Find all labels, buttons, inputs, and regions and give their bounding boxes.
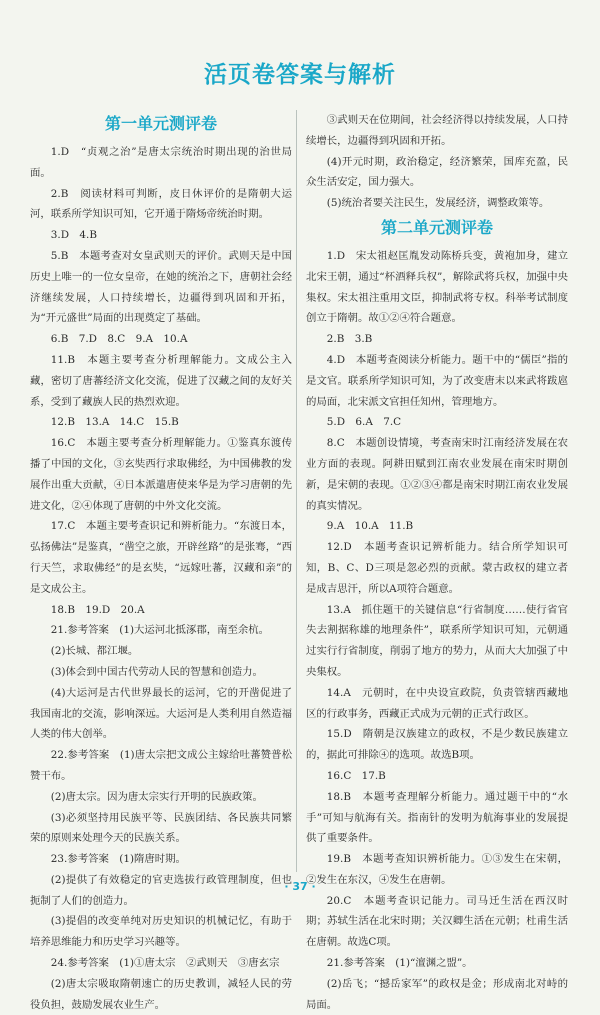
answer-paragraph: 16.C 17.B — [326, 769, 386, 782]
answer-paragraph: (2)提供了有效稳定的官吏选拔行政管理制度，但也扼制了人们的创造力。 — [30, 873, 292, 907]
answer-paragraph: 18.B 本题考查理解分析能力。通过题干中的“水手”可知与航海有关。指南针的发明为航海事业的发展提供了重要条件。 — [306, 790, 568, 845]
page-title: 活页卷答案与解析 — [204, 62, 396, 88]
answer-paragraph: 13.A 抓住题干的关键信息“行省制度……使行省官失去割据称雄的地理条件”，联系所学知识可知，元朝通过实行行省制度，削弱了地方的势力，从而大大加强了中央集权。 — [306, 603, 568, 678]
answer-paragraph: (5)统治者要关注民生，发展经济，调整政策等。 — [326, 197, 550, 210]
section-title-unit-1: 第一单元测评卷 — [104, 114, 217, 133]
answer-paragraph: 2.B 阅读材料可判断，皮日休评价的是隋朝大运河，联系所学知识可知，它开通于隋炀帝统治时期。 — [30, 187, 292, 221]
answer-paragraph: 23.参考答案 (1)隋唐时期。 — [50, 853, 186, 866]
answer-paragraph: 3.D 4.B — [50, 229, 97, 242]
answer-paragraph: 8.C 本题创设情境，考查南宋时江南经济发展在农业方面的表现。阿耕田赋到江南农业发展在南宋时期创新，是宋朝的表现。①②③④都是南宋时期江南农业发展的真实情况。 — [306, 437, 568, 512]
answer-paragraph: ③武则天在位期间，社会经济得以持续发展，人口持续增长，边疆得到巩固和开拓。 — [306, 114, 568, 147]
answer-paragraph: 2.B 3.B — [326, 333, 373, 346]
answer-paragraph: 15.D 隋朝是汉族建立的政权，不是少数民族建立的，据此可排除④的选项。故选B项。 — [306, 728, 568, 762]
answer-paragraph: (2)唐太宗吸取隋朝速亡的历史教训，减轻人民的劳役负担，鼓励发展农业生产。 — [30, 977, 292, 1011]
answer-paragraph: 20.C 本题考查识记能力。司马迁生活在西汉时期；苏轼生活在北宋时期；关汉卿生活在元朝；杜甫生活在唐朝。故选C项。 — [306, 894, 568, 949]
answer-paragraph: 11.B 本题主要考查分析理解能力。文成公主入藏，密切了唐蕃经济文化交流，促进了汉藏之间的友好关系，受到了藏族人民的热烈欢迎。 — [30, 353, 292, 408]
answer-paragraph: (4)开元时期，政治稳定，经济繁荣，国库充盈，民众生活安定，国力强大。 — [306, 155, 568, 189]
answer-paragraph: 4.D 本题考查阅读分析能力。题干中的“儒臣”指的是文官。联系所学知识可知，为了改变唐末以来武将跋扈的局面，北宋派文官担任知州，管理地方。 — [306, 353, 568, 408]
column-divider — [296, 110, 297, 872]
answer-paragraph: 19.B 本题考查知识辨析能力。①③发生在宋朝，②发生在东汉，④发生在唐朝。 — [306, 853, 568, 886]
answer-paragraph: 9.A 10.A 11.B — [326, 520, 414, 533]
answer-paragraph: 24.参考答案 (1)①唐太宗 ②武则天 ③唐玄宗 — [50, 957, 280, 970]
section-title-unit-2: 第二单元测评卷 — [380, 217, 493, 237]
answer-paragraph: 21.参考答案 (1)大运河北抵涿郡，南至余杭。 — [50, 624, 270, 637]
answer-paragraph: (4)大运河是古代世界最长的运河，它的开凿促进了我国南北的交流，影响深远。大运河是人类利用自然造福人类的伟大创举。 — [30, 686, 292, 741]
answer-paragraph: (3)体会到中国古代劳动人民的智慧和创造力。 — [50, 665, 263, 678]
answer-paragraph: (2)长城、都江堰。 — [50, 645, 139, 658]
answer-paragraph: (2)岳飞；“撼岳家军”的政权是金；形成南北对峙的局面。 — [306, 977, 568, 1011]
answer-paragraph: 17.C 本题主要考查识记和辨析能力。“东渡日本，弘扬佛法”是鉴真，“凿空之旅，开辟丝路”的是张骞，“西行天竺，求取佛经”的是玄奘，“远嫁吐蕃，汉藏和亲”的是文成公主。 — [30, 520, 292, 595]
answer-paragraph: 21.参考答案 (1)“澶渊之盟”。 — [326, 957, 473, 970]
answer-paragraph: 14.A 元朝时，在中央设宣政院，负责管辖西藏地区的行政事务，西藏正式成为元朝的正式行政区。 — [306, 686, 568, 720]
answer-paragraph: 12.D 本题考查识记辨析能力。结合所学知识可知，B、C、D三项是忽必烈的贡献。蒙古政权的建立者是成吉思汗，所以A项符合题意。 — [306, 541, 568, 595]
answer-paragraph: 12.B 13.A 14.C 15.B — [50, 416, 179, 429]
page-number: · 37 · — [284, 880, 316, 893]
answer-paragraph: 5.D 6.A 7.C — [326, 416, 402, 429]
answer-paragraph: (3)必须坚持用民族平等、民族团结、各民族共同繁荣的原则来处理今天的民族关系。 — [30, 811, 292, 845]
answer-paragraph: 1.D 宋太祖赵匡胤发动陈桥兵变，黄袍加身，建立北宋王朝，通过“杯酒释兵权”，解除武将兵权，加强中央集权。宋太祖注重用文臣，抑制武将专权。科举考试制度创立于隋朝。故①②④符合题意。 — [306, 249, 568, 325]
answer-paragraph: 22.参考答案 (1)唐太宗把文成公主嫁给吐蕃赞普松赞干布。 — [30, 749, 292, 782]
answer-paragraph: (3)提倡的改变单纯对历史知识的机械记忆，有助于培养思维能力和历史学习兴趣等。 — [30, 915, 292, 949]
answer-paragraph: 5.B 本题考查对女皇武则天的评价。武则天是中国历史上唯一的一位女皇帝，在她的统治之下，唐朝社会经济继续发展，人口持续增长，边疆得到巩固和开拓，为“开元盛世”局面的出现奠定了基础。 — [30, 249, 292, 325]
answer-paragraph: 1.D “贞观之治”是唐太宗统治时期出现的治世局面。 — [30, 146, 292, 179]
answer-paragraph: 18.B 19.D 20.A — [50, 603, 145, 616]
answer-paragraph: 6.B 7.D 8.C 9.A 10.A — [50, 333, 188, 346]
answer-paragraph: (2)唐太宗。因为唐太宗实行开明的民族政策。 — [50, 790, 263, 803]
answer-paragraph: 16.C 本题主要考查分析理解能力。①鉴真东渡传播了中国的文化，③玄奘西行求取佛经，为中国佛教的发展作出重大贡献，④日本派遣唐使来华是为学习唐朝的先进文化，②④体现了唐朝的中外文化交流。 — [30, 437, 292, 512]
